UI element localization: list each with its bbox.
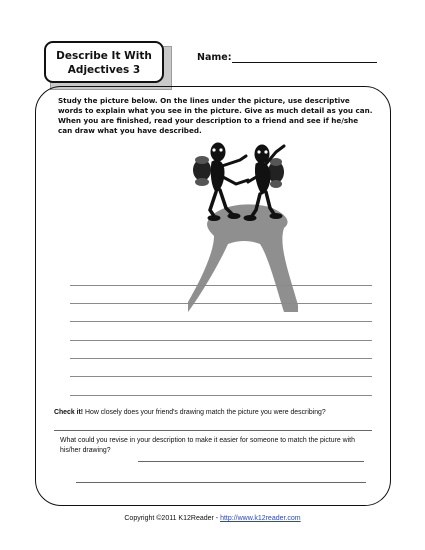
hikers-on-mountain-icon	[188, 136, 298, 316]
writing-line-7[interactable]	[70, 395, 372, 396]
writing-line-1[interactable]	[70, 285, 372, 286]
writing-line-5[interactable]	[70, 358, 372, 359]
revise-question: What could you revise in your description to make it easier for someone to match the picture with his/her drawing?	[60, 437, 355, 454]
name-input-line[interactable]	[232, 62, 377, 63]
copyright-text: Copyright ©2011 K12Reader -	[124, 515, 221, 522]
writing-line-2[interactable]	[70, 303, 372, 304]
writing-line-6[interactable]	[70, 376, 372, 377]
writing-line-3[interactable]	[70, 321, 372, 322]
check-it-prompt: How closely does your friend's drawing match the picture you were describing?	[83, 409, 326, 416]
revise-answer-line-1[interactable]	[138, 461, 364, 462]
k12reader-link[interactable]: http://www.k12reader.com	[220, 515, 301, 522]
check-it-label: Check it!	[54, 409, 84, 416]
name-label: Name:	[197, 52, 232, 63]
mountain-peak	[188, 204, 298, 312]
title-line-1: Describe It With	[56, 50, 152, 62]
check-it-question	[54, 408, 374, 417]
revise-answer-line-2[interactable]	[76, 482, 366, 483]
writing-line-4[interactable]	[70, 340, 372, 341]
title-line-2: Adjectives 3	[67, 64, 141, 76]
footer	[0, 515, 425, 522]
instructions-text: Study the picture below. On the lines under the picture, use descriptive words to explain what you see in the picture. Give as much detail as you can. When you are finished, read your description to a friend and see if he/she can draw what you have described.	[58, 96, 373, 135]
worksheet-title	[44, 41, 164, 83]
check-answer-line[interactable]	[54, 430, 372, 431]
